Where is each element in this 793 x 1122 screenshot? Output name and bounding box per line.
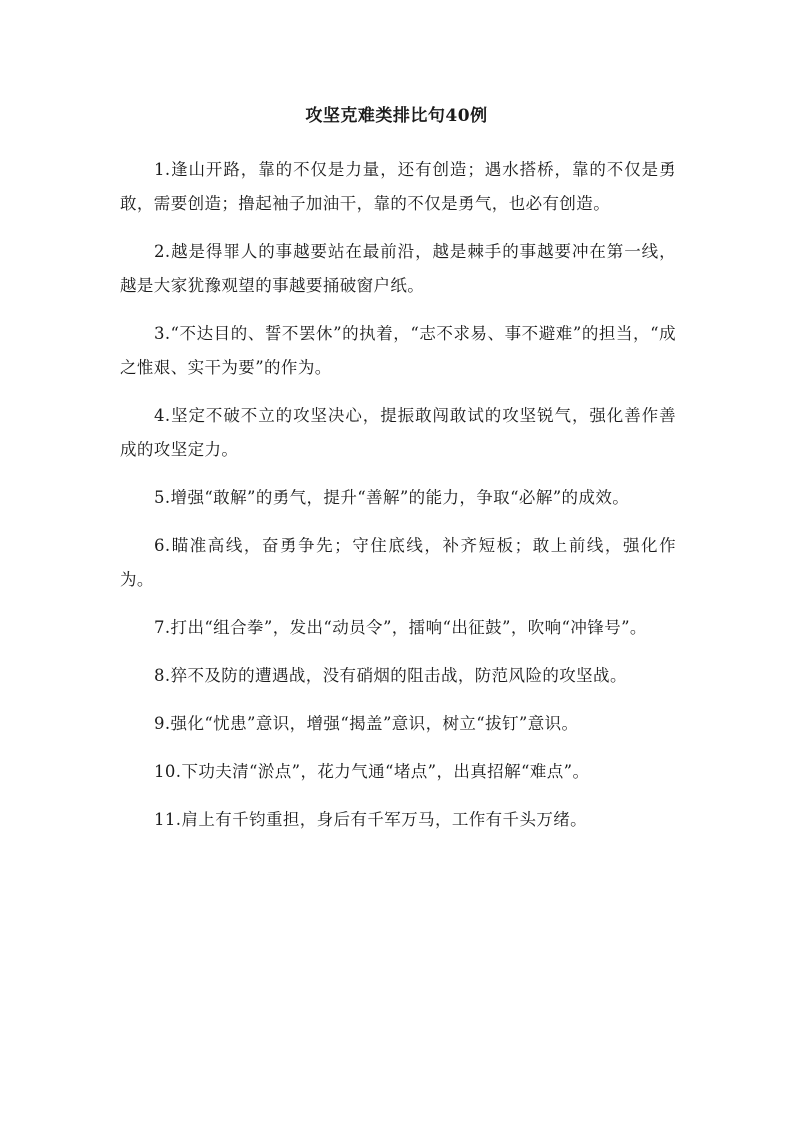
paragraph-7: 7.打出“组合拳”，发出“动员令”，擂响“出征鼓”，吹响“冲锋号”。: [154, 618, 647, 637]
paragraph-2: 2.越是得罪人的事越要站在最前沿，越是棘手的事越要冲在第一线，越是大家犹豫观望的事越要捅破窗户纸。: [120, 242, 676, 295]
paragraph-9: 9.强化“忧患”意识，增强“揭盖”意识，树立“拔钉”意识。: [154, 714, 579, 733]
paragraph-5: 5.增强“敢解”的勇气，提升“善解”的能力，争取“必解”的成效。: [154, 488, 630, 507]
paragraph-1: 1.逢山开路，靠的不仅是力量，还有创造；遇水搭桥，靠的不仅是勇敢，需要创造；撸起袖子加油干，靠的不仅是勇气，也必有创造。: [120, 160, 676, 213]
paragraph-4: 4.坚定不破不立的攻坚决心，提振敢闯敢试的攻坚锐气，强化善作善成的攻坚定力。: [120, 406, 676, 459]
paragraph-6: 6.瞄准高线，奋勇争先；守住底线，补齐短板；敢上前线，强化作为。: [120, 536, 676, 589]
paragraph-10: 10.下功夫清“淤点”，花力气通“堵点”，出真招解“难点”。: [154, 762, 590, 781]
document-title: 攻坚克难类排比句40例: [305, 106, 488, 126]
paragraph-11: 11.肩上有千钧重担，身后有千军万马，工作有千头万绪。: [154, 810, 588, 829]
paragraph-3: 3.“不达目的、誓不罢休”的执着，“志不求易、事不避难”的担当，“成之惟艰、实干为要”的作为。: [120, 324, 676, 377]
document-body: [120, 153, 676, 851]
paragraph-8: 8.猝不及防的遭遇战，没有硝烟的阻击战，防范风险的攻坚战。: [154, 666, 627, 685]
